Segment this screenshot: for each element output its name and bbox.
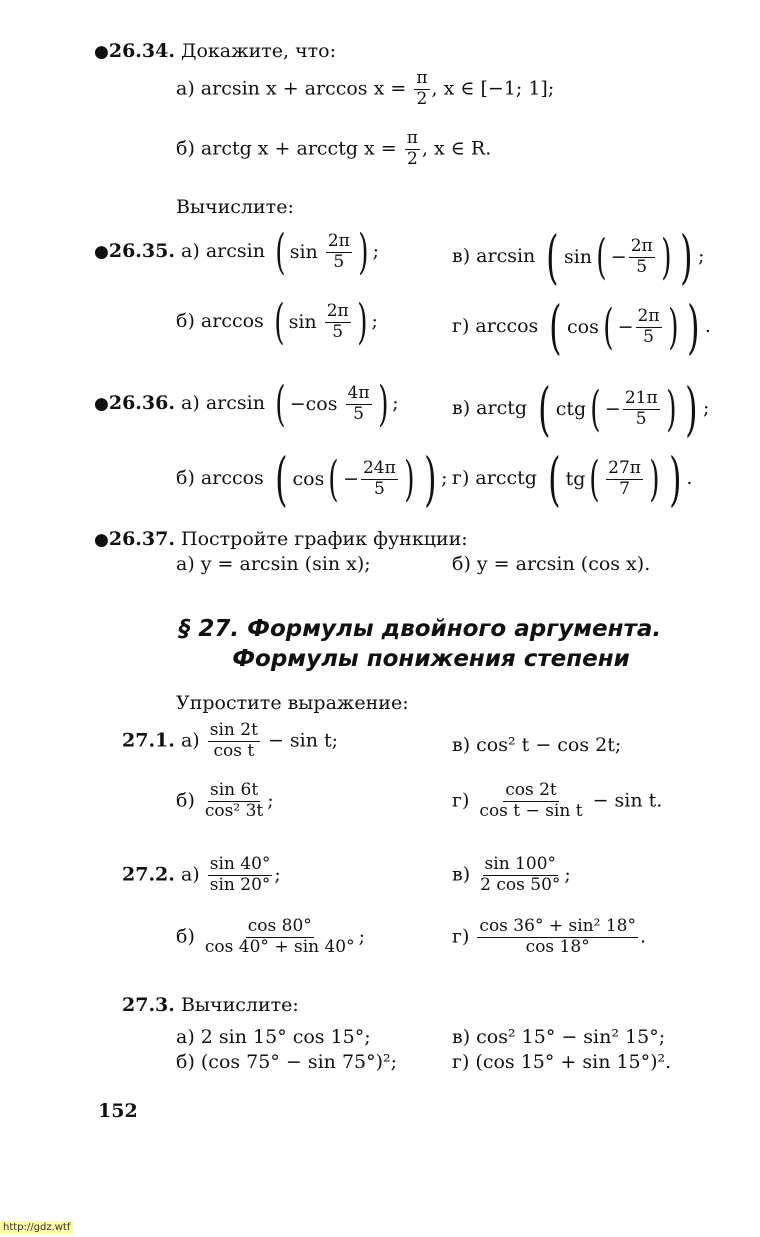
problem-26-36-v: в) arctg ( ctg ( − $\frac{21\pi}{5}$ ) ) ; xyxy=(452,375,710,443)
problem-27-2-a: 27.2. а) $\frac{\sin 40^\circ}{\sin 20^\circ}$ ; xyxy=(122,854,281,895)
problem-26-37-a: а) y = arcsin (sin x); xyxy=(176,553,371,575)
problem-26-35-a: ●26.35. а) arcsin ( sin $\frac{2\pi}{5}$ ) ; xyxy=(94,224,379,280)
problem-26-36-g: г) arcctg ( tg ( $\frac{27\pi}{7}$ ) ) . xyxy=(452,445,693,513)
problem-26-35-g: г) arccos ( cos ( − $\frac{2\pi}{5}$ ) ) . xyxy=(452,293,711,361)
fraction: $\frac{\pi}{2}$ xyxy=(416,68,428,109)
problem-27-1-v: в) cos² t − cos 2t; xyxy=(452,734,622,756)
problem-26-34-a: а) arcsin x + arccos x = $\frac{\pi}{2}$ , x ∈ [−1; 1]; xyxy=(176,68,555,109)
problem-27-3-a: а) 2 sin 15° cos 15°; xyxy=(176,1026,371,1048)
problem-26-36-b: б) arccos ( cos ( − $\frac{24\pi}{5}$ ) ) ; xyxy=(176,445,448,513)
bullet-icon: ● xyxy=(94,242,109,262)
fraction: $\frac{\pi}{2}$ xyxy=(406,128,418,169)
problem-27-1-b: б) $\frac{\sin 6t}{\text{cos² 3t}}$ ; xyxy=(176,780,274,821)
problem-27-3-g: г) (cos 15° + sin 15°)². xyxy=(452,1051,672,1073)
footer-link[interactable]: http://gdz.wtf xyxy=(0,1221,73,1234)
calc-label: Вычислите: xyxy=(176,196,294,218)
bullet-icon: ● xyxy=(94,42,109,62)
problem-27-2-b: б) $\frac{\cos 80^\circ}{\cos 40^\circ + \sin 40^\circ}$ ; xyxy=(176,916,366,957)
problem-text: Докажите, что: xyxy=(181,40,336,62)
problem-26-36-a: ●26.36. а) arcsin ( −cos $\frac{4\pi}{5}$ ) ; xyxy=(94,376,399,432)
problem-26-34-header xyxy=(94,40,336,62)
problem-27-3-header: 27.3. Вычислите: xyxy=(122,994,299,1016)
problem-26-37-header: ●26.37. Постройте график функции: xyxy=(94,528,468,550)
section-title-line2: Формулы понижения степени xyxy=(232,646,630,672)
simplify-label: Упростите выражение: xyxy=(176,692,409,714)
problem-27-2-g: г) $\frac{\text{cos 36° + sin² 18°}}{\cos 18^\circ}$ . xyxy=(452,916,646,957)
problem-27-3-v: в) cos² 15° − sin² 15°; xyxy=(452,1026,666,1048)
page-number: 152 xyxy=(98,1100,138,1122)
problem-26-35-v: в) arcsin ( sin ( − $\frac{2\pi}{5}$ ) ) ; xyxy=(452,223,705,291)
problem-26-35-b: б) arccos ( sin $\frac{2\pi}{5}$ ) ; xyxy=(176,294,378,350)
problem-27-1-g: г) $\frac{\cos 2t}{\text{cos t − sin t}}$ − sin t. xyxy=(452,780,663,821)
problem-27-1-a: 27.1. а) $\frac{\sin 2t}{\text{cos t}}$ − sin t; xyxy=(122,720,339,761)
section-title-line1: § 27. Формулы двойного аргумента. xyxy=(178,616,662,642)
problem-27-3-b: б) (cos 75° − sin 75°)²; xyxy=(176,1051,398,1073)
problem-number: 26.34. xyxy=(108,40,175,62)
problem-26-37-b: б) y = arcsin (cos x). xyxy=(452,553,651,575)
problem-26-34-b: б) arctg x + arcctg x = $\frac{\pi}{2}$ , x ∈ R. xyxy=(176,128,492,169)
bullet-icon: ● xyxy=(94,530,109,550)
problem-27-2-v: в) $\frac{\sin 100^\circ}{2 \cos 50^\circ}$ ; xyxy=(452,854,571,895)
bullet-icon: ● xyxy=(94,394,109,414)
